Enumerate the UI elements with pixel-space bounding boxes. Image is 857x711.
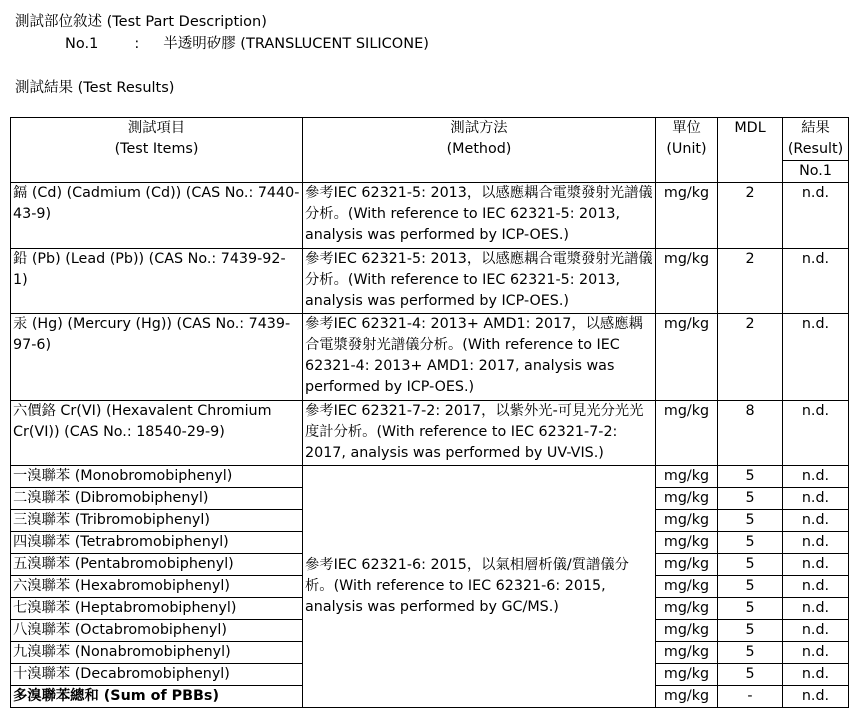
unit-cell: mg/kg [656,510,718,532]
table-row [11,401,849,466]
test-results-label: 測試結果 (Test Results) [15,80,175,96]
item-cell: 二溴聯苯 (Dibromobiphenyl) [11,488,303,510]
result-cell: n.d. [783,183,849,249]
header-test-items-zh: 測試項目 [127,120,186,136]
mdl-cell: 5 [718,554,783,576]
mdl-cell: 5 [718,488,783,510]
result-cell: n.d. [783,686,849,708]
mdl-cell: 5 [718,532,783,554]
header-method [303,118,656,183]
results-table [10,117,849,708]
mdl-cell: 8 [718,401,783,466]
table-row [11,249,849,314]
table-header-row [11,118,849,161]
mdl-cell: 5 [718,620,783,642]
unit-cell: mg/kg [656,598,718,620]
pbb-method-cell: 參考IEC 62321-6: 2015，以氣相層析儀/質譜儀分析。(With reference to IEC 62321-6: 2015, analysis was performed by GC/MS.) [303,466,656,708]
mdl-cell: 5 [718,510,783,532]
mdl-cell: 5 [718,598,783,620]
item-cell: 五溴聯苯 (Pentabromobiphenyl) [11,554,303,576]
table-row [11,183,849,249]
item-cell: 四溴聯苯 (Tetrabromobiphenyl) [11,532,303,554]
item-cell-sum: 多溴聯苯總和 (Sum of PBBs) [11,686,303,708]
unit-cell: mg/kg [656,664,718,686]
method-cell: 參考IEC 62321-5: 2013，以感應耦合電漿發射光譜儀分析。(With reference to IEC 62321-5: 2013, analysis was performed by ICP-OES.) [303,183,656,249]
item-cell: 十溴聯苯 (Decabromobiphenyl) [11,664,303,686]
part-separator: : [134,36,140,52]
item-cell: 九溴聯苯 (Nonabromobiphenyl) [11,642,303,664]
unit-cell: mg/kg [656,488,718,510]
unit-cell: mg/kg [656,401,718,466]
result-cell: n.d. [783,620,849,642]
item-cell: 七溴聯苯 (Heptabromobiphenyl) [11,598,303,620]
result-cell: n.d. [783,664,849,686]
result-cell: n.d. [783,314,849,401]
part-number: No.1 [65,36,99,52]
unit-cell: mg/kg [656,532,718,554]
mdl-cell: 5 [718,466,783,488]
item-cell: 六價鉻 Cr(VI) (Hexavalent Chromium Cr(VI)) (CAS No.: 18540-29-9) [11,401,303,466]
header-unit [656,118,718,183]
header-result [783,118,849,161]
result-cell: n.d. [783,488,849,510]
result-cell: n.d. [783,510,849,532]
mdl-cell: 5 [718,642,783,664]
mdl-cell: 2 [718,314,783,401]
header-sample-no: No.1 [783,161,849,183]
table-row [11,314,849,401]
item-cell: 八溴聯苯 (Octabromobiphenyl) [11,620,303,642]
header-method-zh: 測試方法 [450,120,508,136]
unit-cell: mg/kg [656,620,718,642]
table-row [11,466,849,488]
item-cell: 鉛 (Pb) (Lead (Pb)) (CAS No.: 7439-92-1) [11,249,303,314]
header-method-en: (Method) [446,141,512,157]
item-cell: 六溴聯苯 (Hexabromobiphenyl) [11,576,303,598]
result-cell: n.d. [783,401,849,466]
item-cell: 汞 (Hg) (Mercury (Hg)) (CAS No.: 7439-97-6) [11,314,303,401]
header-mdl: MDL [718,118,783,183]
header-unit-en: (Unit) [666,141,707,157]
item-cell: 三溴聯苯 (Tribromobiphenyl) [11,510,303,532]
header-test-items-en: (Test Items) [114,141,199,157]
test-part-description-label: 測試部位敘述 (Test Part Description) [15,14,267,30]
mdl-cell: 5 [718,576,783,598]
result-cell: n.d. [783,249,849,314]
unit-cell: mg/kg [656,642,718,664]
header-test-items [11,118,303,183]
method-cell: 參考IEC 62321-4: 2013+ AMD1: 2017，以感應耦合電漿發射光譜儀分析。(With reference to IEC 62321-4: 2013+ AMD1: 2017, analysis was performed by ICP-OES.) [303,314,656,401]
part-name: 半透明矽膠 (TRANSLUCENT SILICONE) [163,36,429,52]
method-cell: 參考IEC 62321-5: 2013，以感應耦合電漿發射光譜儀分析。(With reference to IEC 62321-5: 2013, analysis was performed by ICP-OES.) [303,249,656,314]
item-cell: 鎘 (Cd) (Cadmium (Cd)) (CAS No.: 7440-43-9) [11,183,303,249]
result-cell: n.d. [783,532,849,554]
header-result-en: (Result) [787,141,844,157]
result-cell: n.d. [783,642,849,664]
method-cell: 參考IEC 62321-7-2: 2017，以紫外光-可見光分光光度計分析。(With reference to IEC 62321-7-2: 2017, analysis was performed by UV-VIS.) [303,401,656,466]
unit-cell: mg/kg [656,183,718,249]
result-cell: n.d. [783,554,849,576]
result-cell: n.d. [783,466,849,488]
result-cell: n.d. [783,598,849,620]
header-result-zh: 結果 [801,120,830,136]
unit-cell: mg/kg [656,686,718,708]
mdl-cell: 2 [718,183,783,249]
unit-cell: mg/kg [656,466,718,488]
result-cell: n.d. [783,576,849,598]
unit-cell: mg/kg [656,576,718,598]
mdl-cell: 5 [718,664,783,686]
mdl-cell: - [718,686,783,708]
item-cell: 一溴聯苯 (Monobromobiphenyl) [11,466,303,488]
unit-cell: mg/kg [656,314,718,401]
part-number-line [65,32,429,53]
mdl-cell: 2 [718,249,783,314]
header-unit-zh: 單位 [672,120,701,136]
unit-cell: mg/kg [656,249,718,314]
unit-cell: mg/kg [656,554,718,576]
